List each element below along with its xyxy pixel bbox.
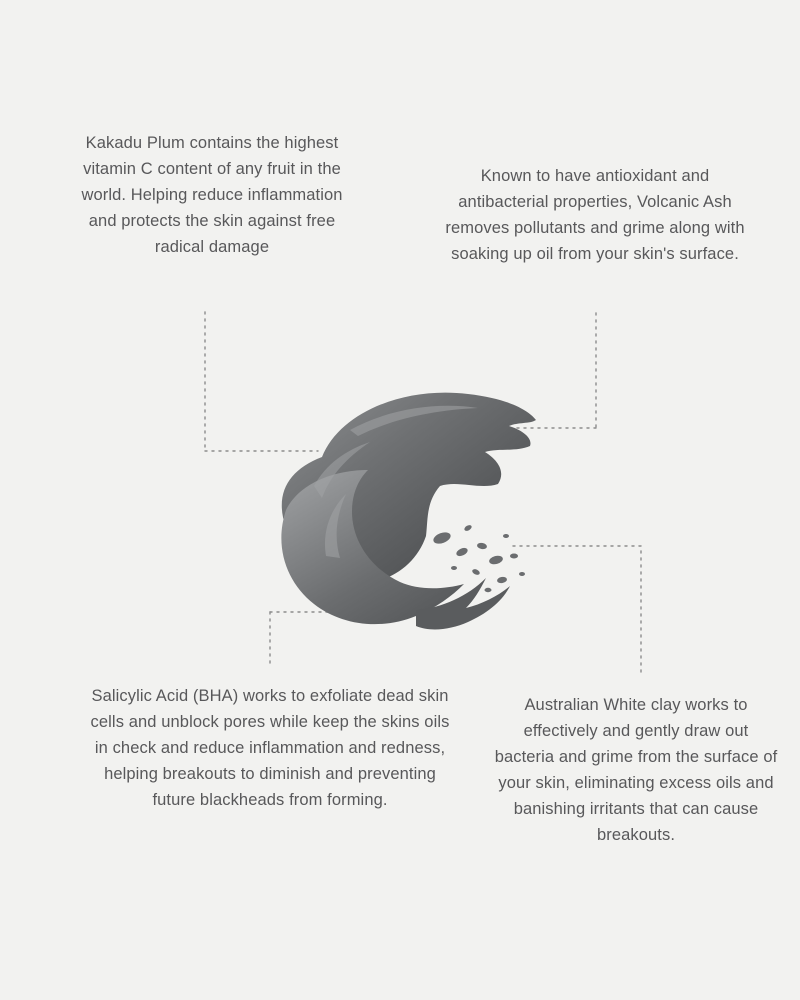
callout-volcanic-ash: Known to have antioxidant and antibacterial properties, Volcanic Ash removes pollutants and grime along with soaking up oil from your skin's surface. — [445, 167, 745, 264]
callout-kakadu-plum: Kakadu Plum contains the highest vitamin C content of any fruit in the world. Helping reduce inflammation and protects the skin against free radical damage — [81, 134, 343, 257]
callout-salicylic-acid: Salicylic Acid (BHA) works to exfoliate dead skin cells and unblock pores while keep the skins oils in check and reduce inflammation and redness, helping breakouts to diminish and preventing future blackheads from forming. — [90, 687, 450, 810]
swoosh-speckles — [432, 524, 525, 592]
callout-australian-white-clay: Australian White clay works to effectively and gently draw out bacteria and grime from the surface of your skin, eliminating excess oils and banishing irritants that can cause breakouts. — [494, 696, 778, 845]
product-swatch — [230, 360, 590, 650]
clay-mask-swoosh-icon — [230, 360, 590, 650]
